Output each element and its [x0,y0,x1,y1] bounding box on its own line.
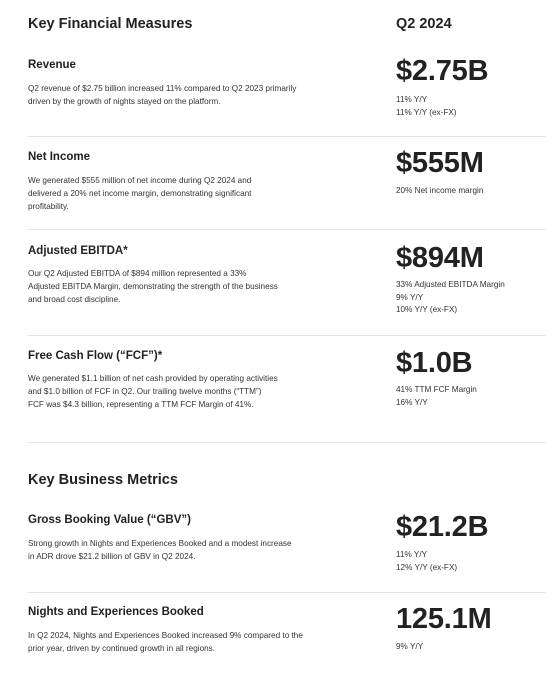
metric-row-gbv [28,511,546,592]
metric-sub-list [396,94,457,119]
metric-sub-list [396,185,483,198]
metric-sub: 16% Y/Y [396,397,428,407]
divider [28,229,546,230]
metric-sub-list [396,384,477,409]
metric-title: Nights and Experiences Booked [28,606,204,618]
metric-sub-list [396,279,505,317]
metric-description: Q2 revenue of $2.75 billion increased 11% compared to Q2 2023 primarily driven by the growth of nights stayed on the platform. [28,84,297,106]
metric-sub-list [396,549,457,574]
metric-description: We generated $555 million of net income during Q2 2024 and delivered a 20% net income margin, demonstrating significant profitability. [28,176,252,211]
metric-sub: 9% Y/Y [396,292,424,302]
metric-title: Net Income [28,151,90,163]
metric-sub: 12% Y/Y (ex-FX) [396,562,458,572]
metric-value: 125.1M [396,603,492,635]
metric-description: In Q2 2024, Nights and Experiences Booked increased 9% compared to the prior year, driven by continued growth in all regions. [28,631,303,653]
metric-row-adjusted-ebitda [28,242,546,335]
period-heading: Q2 2024 [396,16,452,32]
metric-title: Free Cash Flow (“FCF”)* [28,350,163,362]
metric-row-revenue [28,55,546,136]
metric-description: Strong growth in Nights and Experiences Booked and a modest increase in ADR drove $21.2 billion of GBV in Q2 2024. [28,539,292,561]
metric-sub: 9% Y/Y [396,642,424,651]
metric-sub-list [396,641,423,654]
divider [28,335,546,336]
divider [28,136,546,137]
metric-sub: 10% Y/Y (ex-FX) [396,305,458,315]
metric-sub: 11% Y/Y [396,550,428,559]
metric-row-nights-booked [28,603,546,672]
divider [28,592,546,593]
metric-value: $555M [396,147,484,179]
financial-section-heading: Key Financial Measures [28,16,193,32]
metric-sub: 11% Y/Y [396,95,428,104]
metric-sub: 33% Adjusted EBITDA Margin [396,280,505,289]
metric-value: $894M [396,242,484,274]
business-section-heading: Key Business Metrics [28,472,178,488]
metric-title: Adjusted EBITDA* [28,245,128,257]
metric-title: Gross Booking Value (“GBV”) [28,514,191,526]
metric-sub: 11% Y/Y (ex-FX) [396,107,457,117]
metric-row-net-income [28,147,546,229]
metric-description: Our Q2 Adjusted EBITDA of $894 million represented a 33% Adjusted EBITDA Margin, demonstrating the strength of the business and broad cost discipline. [28,269,278,304]
metric-row-free-cash-flow [28,347,546,442]
metric-value: $21.2B [396,511,489,543]
metric-value: $1.0B [396,347,473,379]
metric-value: $2.75B [396,55,489,87]
divider [28,442,546,443]
metric-sub: 41% TTM FCF Margin [396,385,477,394]
metric-title: Revenue [28,59,76,71]
metric-description: We generated $1.1 billion of net cash provided by operating activities and $1.0 billion of FCF in Q2. Our trailing twelve months (“TTM”) FCF was $4.3 billion, representing a TTM FCF Margin of 41%. [28,374,278,409]
metric-sub: 20% Net income margin [396,186,484,195]
